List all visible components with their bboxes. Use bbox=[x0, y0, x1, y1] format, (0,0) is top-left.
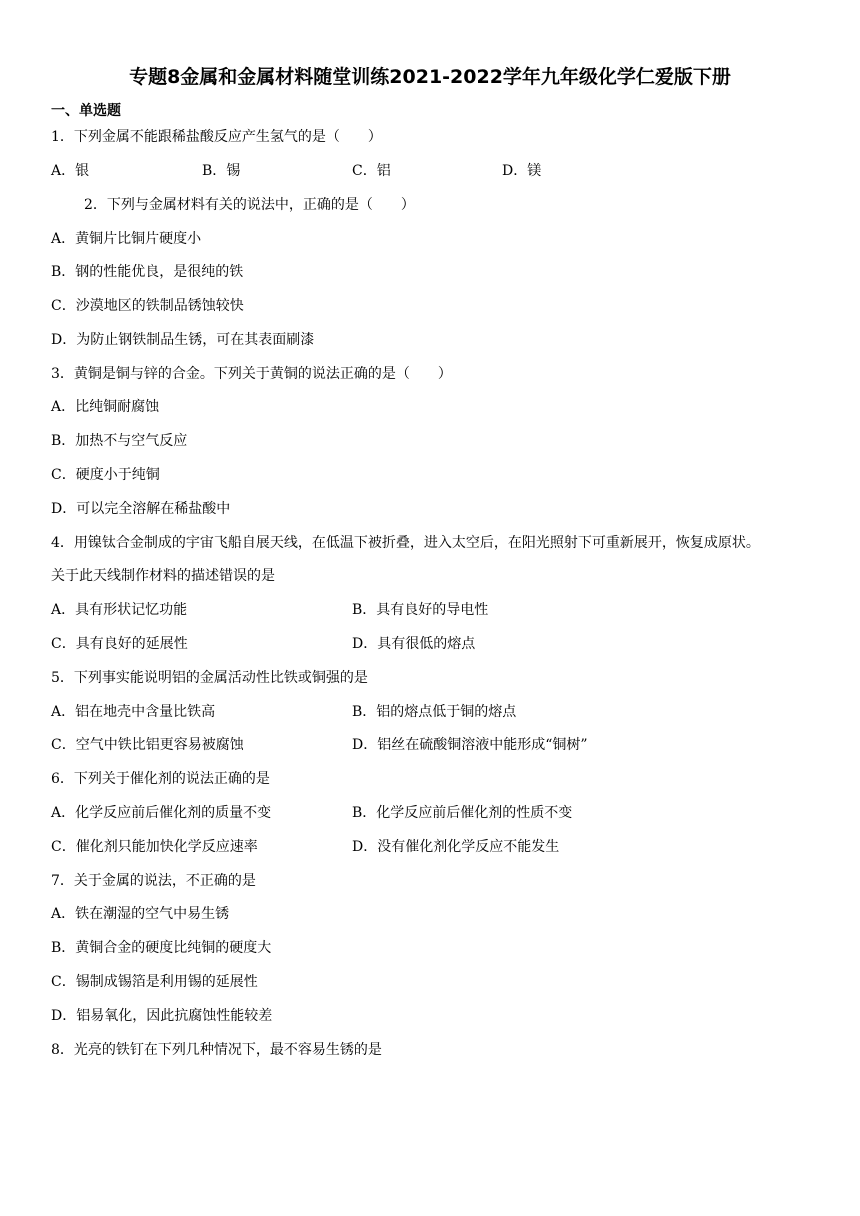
question-6-option-c: C．催化剂只能加快化学反应速率 bbox=[51, 839, 258, 855]
question-3-option-a: A．比纯铜耐腐蚀 bbox=[51, 399, 160, 415]
question-7-option-c: C．锡制成锡箔是利用锡的延展性 bbox=[51, 974, 258, 990]
question-3-option-d: D．可以完全溶解在稀盐酸中 bbox=[51, 501, 231, 517]
question-4-option-c: C．具有良好的延展性 bbox=[51, 636, 188, 652]
question-5-option-c: C．空气中铁比铝更容易被腐蚀 bbox=[51, 737, 244, 753]
section-heading: 一、单选题 bbox=[51, 103, 121, 119]
page-title: 专题8金属和金属材料随堂训练2021-2022学年九年级化学仁爱版下册 bbox=[129, 66, 731, 88]
question-7-stem: 7．关于金属的说法，不正确的是 bbox=[51, 873, 256, 889]
question-5-option-b: B．铝的熔点低于铜的熔点 bbox=[352, 704, 517, 720]
question-7-option-d: D．铝易氧化，因此抗腐蚀性能较差 bbox=[51, 1008, 273, 1024]
question-3-option-b: B．加热不与空气反应 bbox=[51, 433, 188, 449]
question-2-option-d: D．为防止钢铁制品生锈，可在其表面刷漆 bbox=[51, 332, 315, 348]
question-6-stem: 6．下列关于催化剂的说法正确的是 bbox=[51, 771, 270, 787]
question-7-option-b: B．黄铜合金的硬度比纯铜的硬度大 bbox=[51, 940, 272, 956]
question-4-option-d: D．具有很低的熔点 bbox=[352, 636, 476, 652]
question-5-stem: 5．下列事实能说明铝的金属活动性比铁或铜强的是 bbox=[51, 670, 368, 686]
question-6-option-d: D．没有催化剂化学反应不能发生 bbox=[352, 839, 560, 855]
question-2-stem: 2．下列与金属材料有关的说法中，正确的是（ ） bbox=[84, 197, 415, 213]
question-1-option-c: C．铝 bbox=[352, 163, 391, 179]
question-3-stem: 3．黄铜是铜与锌的合金。下列关于黄铜的说法正确的是（ ） bbox=[51, 366, 452, 382]
question-5-option-a: A．铝在地壳中含量比铁高 bbox=[51, 704, 216, 720]
question-1-option-d: D．镁 bbox=[502, 163, 542, 179]
question-4-option-a: A．具有形状记忆功能 bbox=[51, 602, 188, 618]
question-4-stem-line1: 4．用镍钛合金制成的宇宙飞船自展天线，在低温下被折叠，进入太空后，在阳光照射下可重新展开，恢复成原状。 bbox=[51, 535, 760, 551]
question-4-stem-line2: 关于此天线制作材料的描述错误的是 bbox=[51, 568, 275, 584]
question-2-option-b: B．钢的性能优良，是很纯的铁 bbox=[51, 264, 244, 280]
question-5-option-d: D．铝丝在硫酸铜溶液中能形成“铜树” bbox=[352, 737, 588, 753]
question-2-option-c: C．沙漠地区的铁制品锈蚀较快 bbox=[51, 298, 244, 314]
question-6-option-a: A．化学反应前后催化剂的质量不变 bbox=[51, 805, 272, 821]
question-3-option-c: C．硬度小于纯铜 bbox=[51, 467, 160, 483]
question-4-option-b: B．具有良好的导电性 bbox=[352, 602, 489, 618]
question-8-stem: 8．光亮的铁钉在下列几种情况下，最不容易生锈的是 bbox=[51, 1042, 382, 1058]
question-1-option-a: A．银 bbox=[51, 163, 90, 179]
question-7-option-a: A．铁在潮湿的空气中易生锈 bbox=[51, 906, 230, 922]
question-6-option-b: B．化学反应前后催化剂的性质不变 bbox=[352, 805, 573, 821]
question-1-option-b: B．锡 bbox=[202, 163, 241, 179]
question-1-stem: 1．下列金属不能跟稀盐酸反应产生氢气的是（ ） bbox=[51, 129, 382, 145]
question-2-option-a: A．黄铜片比铜片硬度小 bbox=[51, 231, 202, 247]
